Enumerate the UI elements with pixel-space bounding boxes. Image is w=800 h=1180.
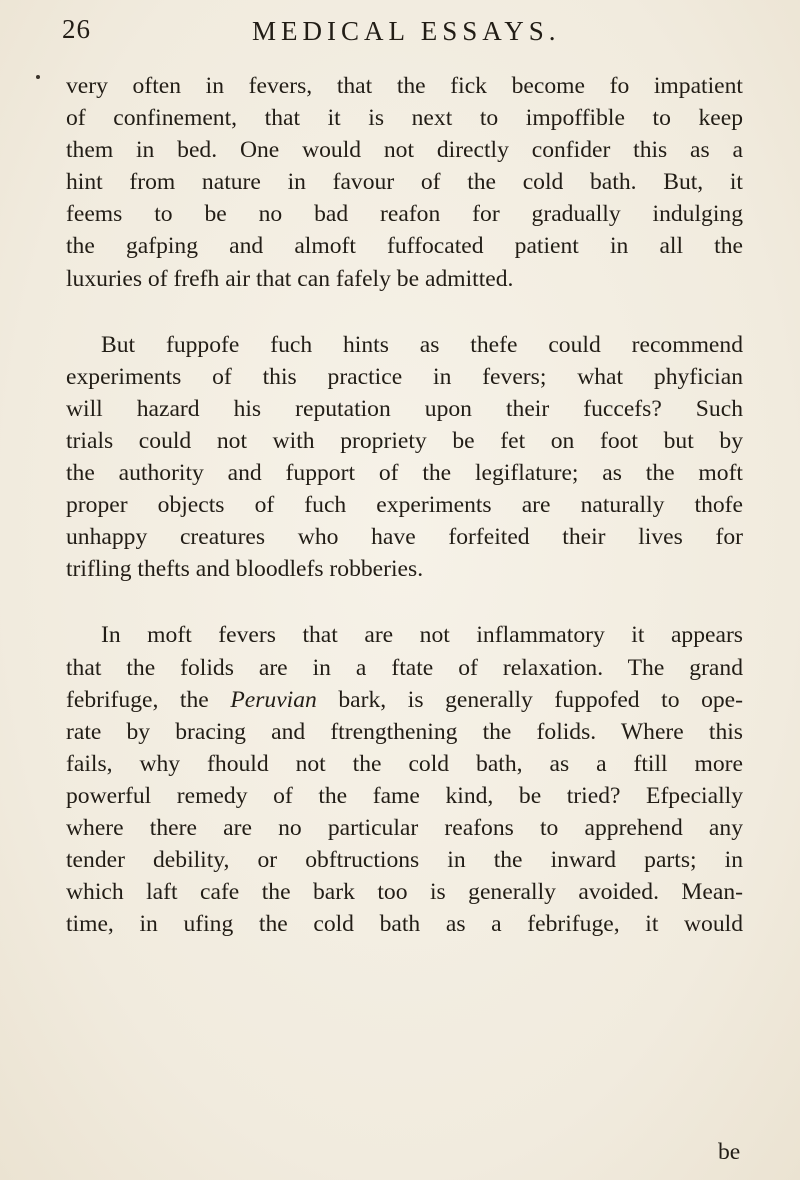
text-line: time, in ufing the cold bath as a febrifuge, it would [66,911,743,938]
text-line-with-italic [66,684,743,716]
running-head: MEDICAL ESSAYS. [252,16,561,46]
text-line: trifling thefts and bloodlefs robberies. [66,556,424,583]
text-line: which laft cafe the bark too is generally avoided. Mean- [66,879,743,906]
paragraph-3 [66,619,743,940]
text-line: very often in fevers, that the fick become fo impatient [66,73,743,99]
paragraph-1 [66,70,743,295]
text-line: them in bed. One would not directly confider this as a [66,137,743,164]
text-line: that the folids are in a ftate of relaxation. The grand [66,654,743,681]
text-line: proper objects of fuch experiments are naturally thofe [66,492,743,519]
text-line: the authority and fupport of the legiflature; as the moft [66,460,743,487]
body-text [66,70,743,940]
text-line: unhappy creatures who have forfeited their lives for [66,524,743,551]
text-line: the gafping and almoft fuffocated patient in all the [66,233,743,260]
italic-word: Peruvian [230,686,317,713]
text-line: tender debility, or obftructions in the inward parts; in [66,847,743,874]
text-line: powerful remedy of the fame kind, be tried? Efpecially [66,782,743,809]
text-line: feems to be no bad reafon for gradually indulging [66,201,743,228]
page-number: 26 [62,14,91,44]
text-line: of confinement, that it is next to impoffible to keep [66,105,743,132]
text-line: But fuppofe fuch hints as thefe could recommend [101,331,743,358]
paragraph-2 [66,329,743,586]
text-segment: febrifuge, the [66,686,231,713]
text-line: In moft fevers that are not inflammatory it appears [101,622,743,649]
catchword: be [718,1139,741,1165]
margin-mark [36,75,40,79]
page-header [0,14,800,54]
text-line: trials could not with propriety be fet on foot but by [66,427,743,454]
text-line: luxuries of frefh air that can fafely be admitted. [66,265,514,292]
text-line: where there are no particular reafons to apprehend any [66,814,743,841]
text-line: rate by bracing and ftrengthening the folids. Where this [66,718,743,745]
text-line: experiments of this practice in fevers; what phyfician [66,363,743,390]
text-segment: bark, is generally fuppofed to ope- [316,686,743,713]
text-line: hint from nature in favour of the cold bath. But, it [66,169,743,196]
text-line: fails, why fhould not the cold bath, as a ftill more [66,750,743,777]
text-line: will hazard his reputation upon their fuccefs? Such [66,395,743,422]
